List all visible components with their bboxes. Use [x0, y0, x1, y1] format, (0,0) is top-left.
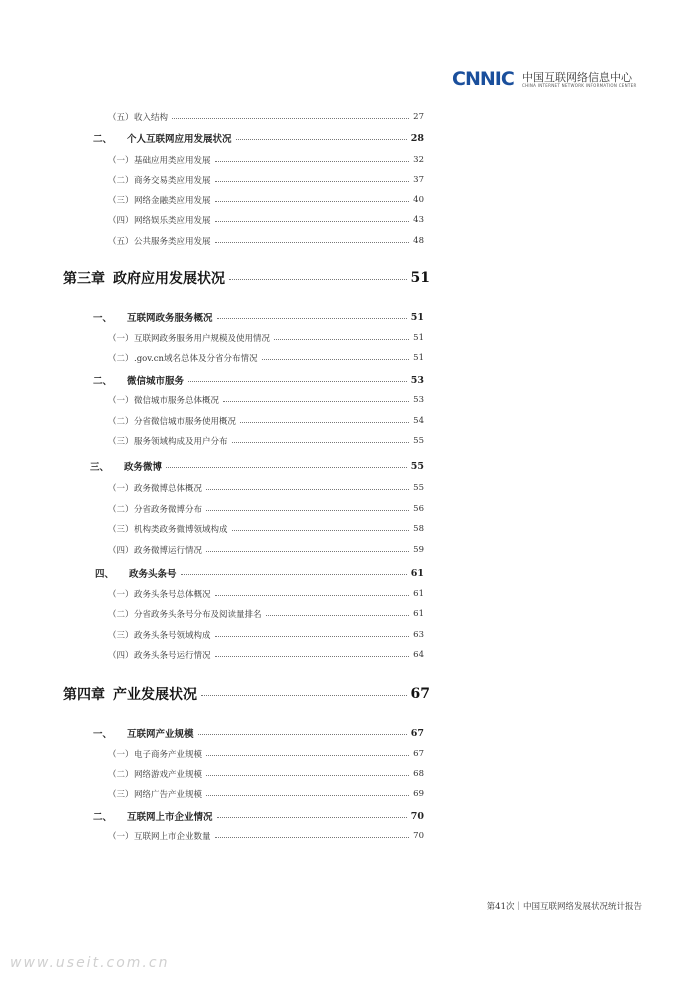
- toc-entry-number: 一、: [93, 313, 113, 324]
- toc-entry-number: 二、: [93, 376, 113, 387]
- toc-entry-label: [63, 684, 197, 704]
- toc-entry-title: 公共服务类应用发展: [134, 237, 211, 247]
- toc-entry-number: 四、: [95, 569, 115, 580]
- toc-entry-page: 56: [413, 504, 424, 514]
- toc-entry-label: [108, 235, 211, 247]
- toc-entry-label: [108, 154, 211, 166]
- toc-entry-title: 政务微博: [124, 462, 163, 473]
- toc-entry-label: [108, 748, 202, 760]
- toc-entry-page: 48: [413, 236, 424, 246]
- toc-entry-number: 三、: [90, 462, 110, 473]
- toc-entry-page: 27: [413, 112, 424, 122]
- toc-entry[interactable]: [108, 540, 424, 560]
- toc-entry-label: [108, 649, 211, 661]
- dot-leader: [215, 221, 410, 222]
- toc-entry-label: [108, 523, 228, 535]
- toc-entry-title: 分省政务头条号分布及阅读量排名: [134, 610, 262, 620]
- toc-entry-number: （五）: [108, 113, 134, 123]
- toc-entry-page: 70: [413, 831, 424, 841]
- toc-entry-label: [108, 830, 211, 842]
- dot-leader: [206, 510, 409, 511]
- toc-entry-title: 机构类政务微博领域构成: [134, 525, 228, 535]
- toc-entry[interactable]: [95, 563, 424, 583]
- toc-entry[interactable]: [108, 431, 424, 451]
- toc-entry-page: 51: [410, 311, 424, 323]
- toc-entry-page: 37: [413, 175, 424, 185]
- toc-entry-page: 54: [413, 416, 424, 426]
- dot-leader: [188, 381, 407, 382]
- toc-entry-page: 67: [410, 686, 430, 702]
- toc-entry[interactable]: [93, 307, 424, 327]
- toc-entry-title: 商务交易类应用发展: [134, 176, 211, 186]
- toc-entry-title: 个人互联网应用发展状况: [127, 134, 232, 145]
- toc-entry-title: 网络娱乐类应用发展: [134, 216, 211, 226]
- toc-entry-label: [93, 373, 184, 387]
- toc-entry-title: 微信城市服务: [127, 376, 185, 387]
- dot-leader: [240, 422, 409, 423]
- toc-entry-number: （三）: [108, 525, 134, 535]
- toc-entry[interactable]: [108, 328, 424, 348]
- toc-entry-page: 43: [413, 215, 424, 225]
- toc-entry-title: 互联网政务服务用户规模及使用情况: [134, 334, 271, 344]
- toc-entry-title: 政务微博运行情况: [134, 546, 203, 556]
- toc-entry-title: 电子商务产业规模: [134, 750, 203, 760]
- logo-english-name: CHINA INTERNET NETWORK INFORMATION CENTER: [522, 83, 637, 88]
- toc-entry-label: [108, 174, 211, 186]
- toc-entry-page: 61: [413, 609, 424, 619]
- toc-entry-number: （一）: [108, 484, 134, 494]
- toc-entry-label: [63, 268, 225, 288]
- toc-entry-label: [108, 415, 236, 427]
- toc-entry-number: （一）: [108, 832, 134, 842]
- toc-entry-label: [90, 459, 162, 473]
- dot-leader: [206, 795, 409, 796]
- toc-entry[interactable]: [108, 784, 424, 804]
- toc-entry-title: 政务头条号总体概况: [134, 590, 211, 600]
- toc-entry-page: 68: [413, 769, 424, 779]
- dot-leader: [236, 139, 407, 140]
- toc-entry-page: 51: [413, 353, 424, 363]
- dot-leader: [232, 530, 410, 531]
- toc-entry-number: （三）: [108, 437, 134, 447]
- toc-entry[interactable]: [108, 150, 424, 170]
- toc-entry-label: [108, 214, 211, 226]
- toc-entry-title: 收入结构: [134, 113, 169, 123]
- toc-entry[interactable]: [108, 604, 424, 624]
- toc-entry-title: .gov.cn域名总体及分省分布情况: [134, 354, 258, 364]
- toc-entry[interactable]: [108, 764, 424, 784]
- toc-entry-page: 51: [410, 270, 430, 286]
- toc-entry[interactable]: [93, 806, 424, 826]
- dot-leader: [206, 489, 409, 490]
- toc-entry[interactable]: [93, 370, 424, 390]
- toc-entry-page: 55: [413, 436, 424, 446]
- toc-entry-page: 32: [413, 155, 424, 165]
- toc-entry[interactable]: [63, 268, 430, 288]
- toc-entry[interactable]: [108, 499, 424, 519]
- toc-entry[interactable]: [90, 456, 424, 476]
- dot-leader: [229, 279, 407, 280]
- toc-entry[interactable]: [108, 348, 424, 368]
- toc-entry-label: [93, 131, 232, 145]
- toc-entry-page: 55: [413, 483, 424, 493]
- toc-entry-title: 微信城市服务总体概况: [134, 396, 220, 406]
- toc-entry[interactable]: [63, 684, 430, 704]
- toc-entry[interactable]: [108, 107, 424, 127]
- toc-entry[interactable]: [108, 411, 424, 431]
- dot-leader: [206, 775, 409, 776]
- dot-leader: [215, 837, 410, 838]
- dot-leader: [215, 595, 410, 596]
- toc-entry-label: [108, 394, 219, 406]
- toc-entry-title: 网络游戏产业规模: [134, 770, 203, 780]
- dot-leader: [215, 242, 410, 243]
- toc-entry-title: 基础应用类应用发展: [134, 156, 211, 166]
- toc-entry-number: 二、: [93, 134, 113, 145]
- toc-entry-number: （一）: [108, 590, 134, 600]
- dot-leader: [206, 551, 409, 552]
- toc-entry-number: 一、: [93, 729, 113, 740]
- dot-leader: [206, 755, 409, 756]
- toc-entry[interactable]: [108, 170, 424, 190]
- dot-leader: [181, 574, 407, 575]
- toc-entry-page: 51: [413, 333, 424, 343]
- dot-leader: [262, 359, 410, 360]
- toc-entry[interactable]: [108, 826, 424, 846]
- toc-entry-number: 第四章: [63, 687, 105, 703]
- toc-entry[interactable]: [108, 625, 424, 645]
- toc-entry-page: 64: [413, 650, 424, 660]
- toc-entry-number: 二、: [93, 812, 113, 823]
- dot-leader: [198, 734, 407, 735]
- toc-entry-number: （二）: [108, 770, 134, 780]
- toc-entry-title: 政务头条号运行情况: [134, 651, 211, 661]
- toc-entry-number: （四）: [108, 651, 134, 661]
- toc-entry-title: 政府应用发展状况: [113, 271, 225, 287]
- toc-entry-label: [108, 503, 202, 515]
- toc-entry-number: （三）: [108, 790, 134, 800]
- toc-entry-label: [108, 768, 202, 780]
- dot-leader: [166, 467, 407, 468]
- toc-entry-label: [108, 332, 270, 344]
- toc-entry-page: 58: [413, 524, 424, 534]
- toc-entry-page: 59: [413, 545, 424, 555]
- toc-entry-number: （一）: [108, 334, 134, 344]
- toc-entry-title: 政务头条号领域构成: [134, 631, 211, 641]
- toc-entry[interactable]: [108, 478, 424, 498]
- toc-entry-title: 服务领域构成及用户分布: [134, 437, 228, 447]
- toc-entry-title: 互联网产业规模: [127, 729, 194, 740]
- toc-entry-label: [108, 435, 228, 447]
- toc-entry-page: 61: [410, 567, 424, 579]
- dot-leader: [217, 817, 407, 818]
- toc-entry-number: （一）: [108, 156, 134, 166]
- toc-entry-page: 63: [413, 630, 424, 640]
- toc-entry[interactable]: [108, 584, 424, 604]
- toc-entry-number: （二）: [108, 354, 134, 364]
- toc-entry-page: 40: [413, 195, 424, 205]
- dot-leader: [172, 118, 409, 119]
- dot-leader: [232, 442, 410, 443]
- dot-leader: [215, 656, 410, 657]
- toc-entry-number: （四）: [108, 546, 134, 556]
- dot-leader: [274, 339, 409, 340]
- toc-entry-number: （一）: [108, 396, 134, 406]
- toc-entry-label: [95, 566, 177, 580]
- dot-leader: [223, 401, 409, 402]
- toc-entry-label: [108, 111, 168, 123]
- toc-entry-page: 69: [413, 789, 424, 799]
- toc-entry-number: （二）: [108, 176, 134, 186]
- toc-entry[interactable]: [108, 390, 424, 410]
- toc-entry-page: 67: [410, 727, 424, 739]
- toc-entry-title: 产业发展状况: [113, 687, 197, 703]
- dot-leader: [215, 636, 410, 637]
- toc-entry-label: [108, 352, 258, 364]
- toc-entry[interactable]: [93, 723, 424, 743]
- dot-leader: [217, 318, 407, 319]
- watermark: www.useit.com.cn: [10, 955, 170, 971]
- toc-entry-label: [108, 482, 202, 494]
- toc-entry-number: （二）: [108, 417, 134, 427]
- dot-leader: [266, 615, 410, 616]
- toc-entry-label: [108, 544, 202, 556]
- toc-entry-page: 61: [413, 589, 424, 599]
- dot-leader: [215, 161, 410, 162]
- toc-entry-number: （三）: [108, 631, 134, 641]
- toc-entry-label: [93, 809, 213, 823]
- toc-entry-page: 70: [410, 810, 424, 822]
- toc-entry[interactable]: [108, 519, 424, 539]
- toc-entry-number: （二）: [108, 610, 134, 620]
- toc-entry-page: 53: [413, 395, 424, 405]
- toc-entry-number: 第三章: [63, 271, 105, 287]
- toc-entry-page: 67: [413, 749, 424, 759]
- toc-entry-label: [93, 310, 213, 324]
- dot-leader: [215, 181, 410, 182]
- toc-entry-page: 28: [410, 132, 424, 144]
- toc-entry-title: 网络金融类应用发展: [134, 196, 211, 206]
- page-footer: 第41次｜中国互联网络发展状况统计报告: [486, 902, 642, 912]
- toc-entry-number: （三）: [108, 196, 134, 206]
- toc-entry[interactable]: [108, 190, 424, 210]
- toc-entry[interactable]: [93, 128, 424, 148]
- toc-entry-label: [93, 726, 194, 740]
- toc-entry-title: 互联网上市企业情况: [127, 812, 213, 823]
- toc-entry[interactable]: [108, 645, 424, 665]
- toc-entry[interactable]: [108, 744, 424, 764]
- toc-entry-label: [108, 608, 262, 620]
- toc-entry-label: [108, 588, 211, 600]
- toc-entry-title: 政务头条号: [129, 569, 177, 580]
- toc-entry-title: 分省微信城市服务使用概况: [134, 417, 237, 427]
- logo-mark: CNNIC: [452, 68, 514, 90]
- toc-entry-title: 分省政务微博分布: [134, 505, 203, 515]
- toc-entry-number: （四）: [108, 216, 134, 226]
- toc-entry[interactable]: [108, 210, 424, 230]
- toc-entry-title: 网络广告产业规模: [134, 790, 203, 800]
- toc-entry-page: 53: [410, 374, 424, 386]
- toc-entry-number: （五）: [108, 237, 134, 247]
- toc-entry-number: （二）: [108, 505, 134, 515]
- toc-entry-number: （一）: [108, 750, 134, 760]
- toc-entry-label: [108, 194, 211, 206]
- toc-entry-title: 互联网政务服务概况: [127, 313, 213, 324]
- toc-entry[interactable]: [108, 231, 424, 251]
- toc-entry-label: [108, 788, 202, 800]
- toc-entry-title: 互联网上市企业数量: [134, 832, 211, 842]
- logo-chinese-name: 中国互联网络信息中心: [522, 71, 632, 84]
- dot-leader: [215, 201, 410, 202]
- toc-entry-label: [108, 629, 211, 641]
- dot-leader: [201, 695, 407, 696]
- toc-entry-page: 55: [410, 460, 424, 472]
- toc-entry-title: 政务微博总体概况: [134, 484, 203, 494]
